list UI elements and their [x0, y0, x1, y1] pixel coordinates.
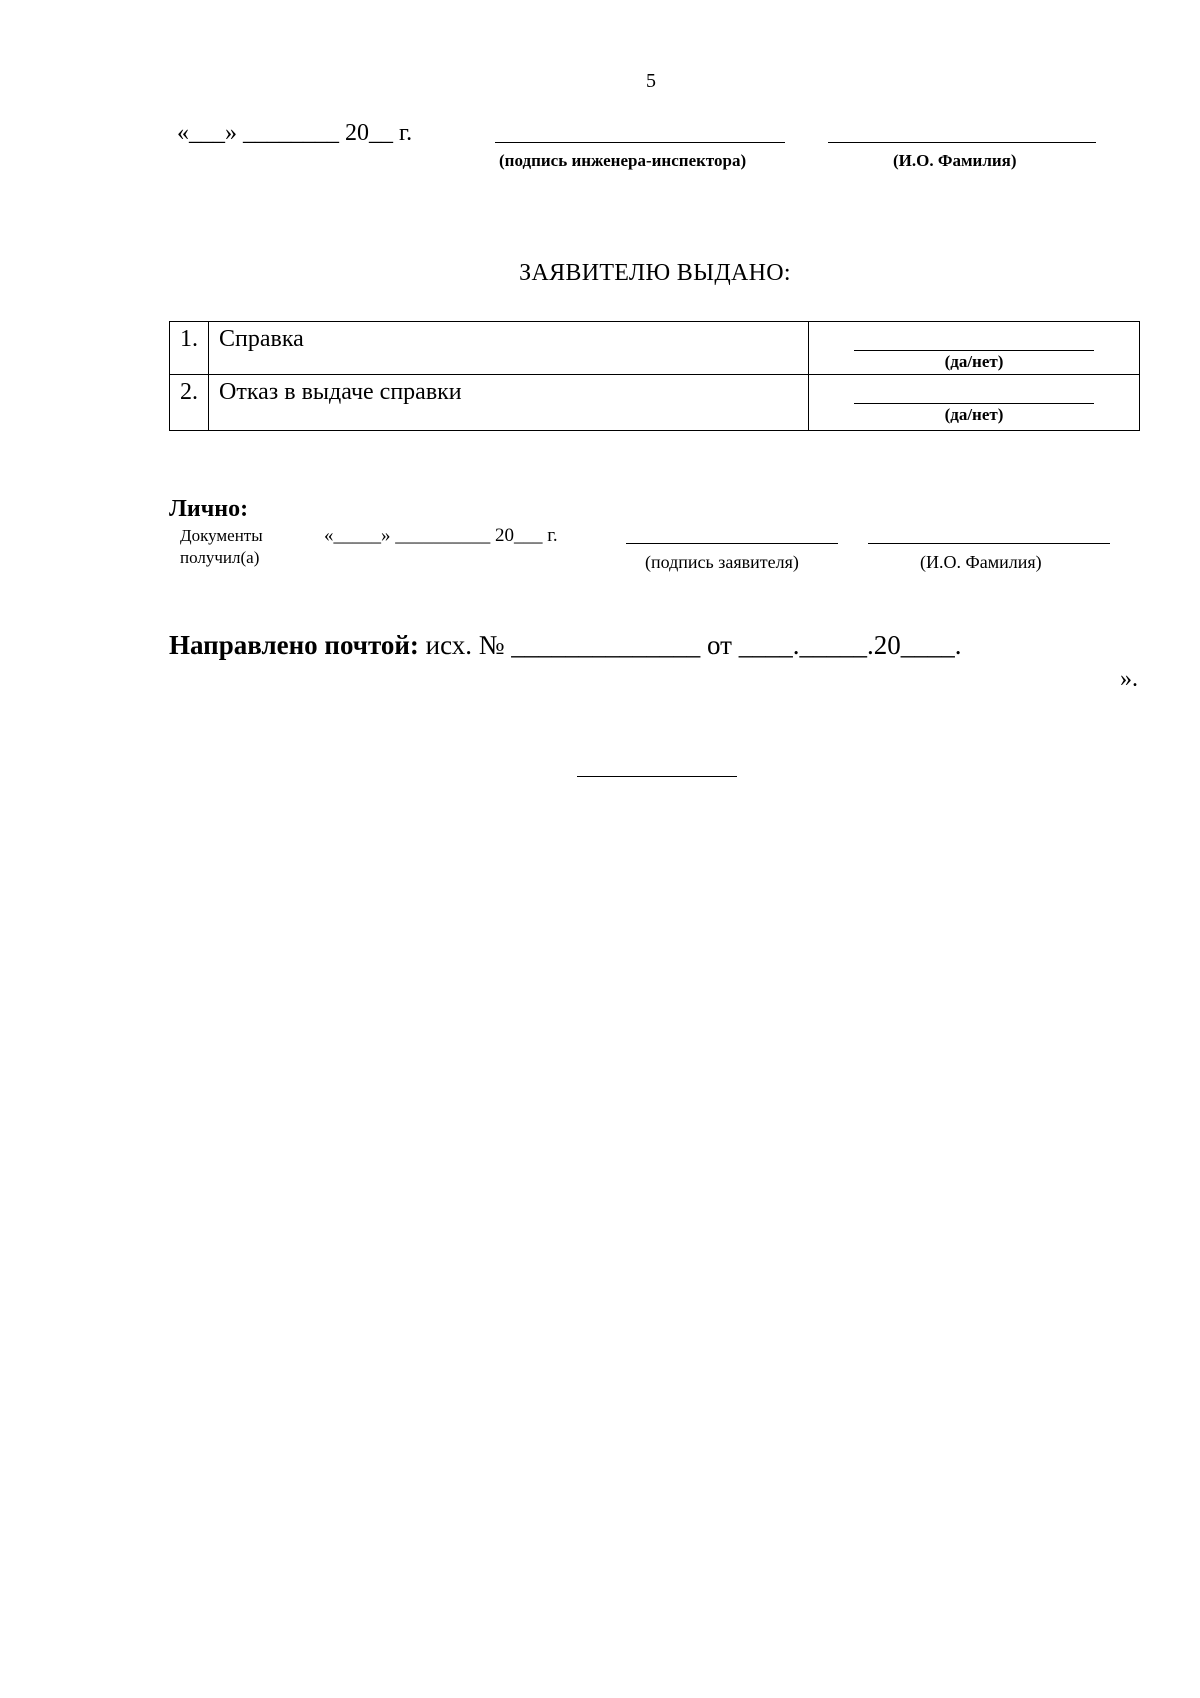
answer-cell: [809, 375, 1140, 431]
row-number: 1.: [170, 322, 209, 375]
closing-quote: ».: [1120, 666, 1138, 692]
inspector-signature-caption: (подпись инженера-инспектора): [499, 151, 747, 170]
page-number: 5: [646, 70, 656, 92]
mail-dispatch-line: [169, 630, 961, 661]
mail-details: исх. № ______________ от ____._____.20____.: [418, 630, 962, 660]
table-row: [170, 375, 1140, 431]
applicant-name-caption: (И.О. Фамилия): [920, 552, 1042, 572]
inspector-name-line: [828, 142, 1096, 143]
applicant-signature-line: [626, 543, 838, 544]
answer-line: [854, 403, 1094, 404]
row-name: Справка: [209, 322, 809, 375]
answer-cell: [809, 322, 1140, 375]
end-rule: [577, 776, 737, 777]
docs-received-label: Документы получил(а): [180, 526, 263, 567]
row-number: 2.: [170, 375, 209, 431]
received-date-field: «_____» __________ 20___ г.: [324, 525, 558, 546]
personal-title: Лично:: [169, 496, 249, 522]
issued-heading: ЗАЯВИТЕЛЮ ВЫДАНО:: [519, 260, 791, 286]
answer-line: [854, 350, 1094, 351]
inspector-signature-line: [495, 142, 785, 143]
row-name: Отказ в выдаче справки: [209, 375, 809, 431]
applicant-name-line: [868, 543, 1110, 544]
mail-label: Направлено почтой:: [169, 630, 419, 660]
inspector-name-caption: (И.О. Фамилия): [893, 151, 1017, 170]
issued-table: [169, 321, 1140, 431]
inspector-date-field: «___» ________ 20__ г.: [177, 120, 413, 146]
answer-caption: (да/нет): [944, 352, 1004, 371]
answer-caption: (да/нет): [944, 405, 1004, 424]
applicant-signature-caption: (подпись заявителя): [645, 552, 799, 572]
table-row: [170, 322, 1140, 375]
